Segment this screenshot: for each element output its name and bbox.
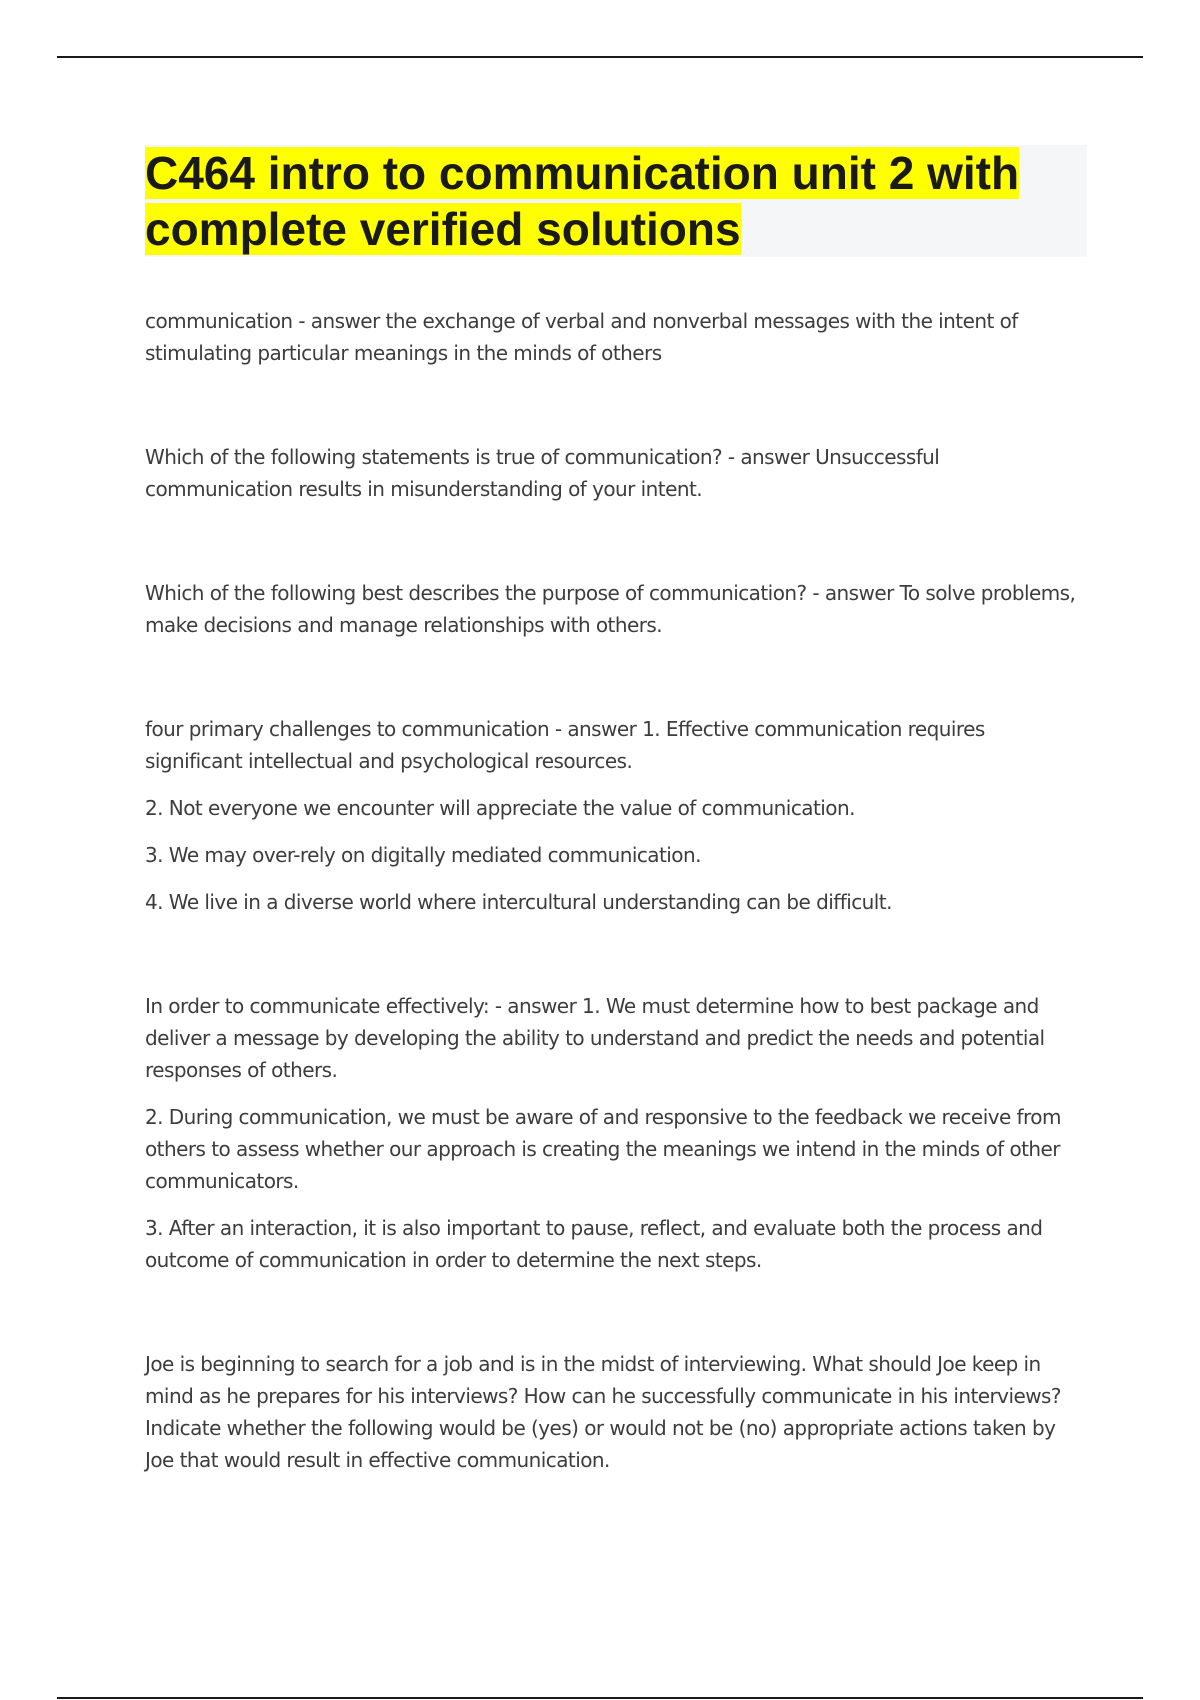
qa-paragraph: In order to communicate effectively: - answer 1. We must determine how to best package and deliver a message by developing the ability to understand and predict the needs and potential responses of others. xyxy=(145,994,1045,1082)
qa-paragraph: communication - answer the exchange of verbal and nonverbal messages with the intent of stimulating particular meanings in the minds of others xyxy=(145,309,1018,365)
qa-paragraph: 3. We may over-rely on digitally mediated communication. xyxy=(145,843,701,867)
qa-paragraph: Which of the following statements is true of communication? - answer Unsuccessful communication results in misunderstanding of your intent. xyxy=(145,445,940,501)
qa-item-joe-interview xyxy=(145,1348,1087,1476)
document-body xyxy=(145,145,1087,1548)
document-title xyxy=(145,145,1087,257)
qa-paragraph: 4. We live in a diverse world where intercultural understanding can be difficult. xyxy=(145,890,892,914)
qa-paragraph: 2. Not everyone we encounter will appreciate the value of communication. xyxy=(145,796,855,820)
qa-paragraph: 2. During communication, we must be aware of and responsive to the feedback we receive from others to assess whether our approach is creating the meanings we intend in the minds of other communicators. xyxy=(145,1105,1061,1193)
title-block xyxy=(145,145,1087,257)
bottom-rule xyxy=(57,1697,1143,1699)
qa-paragraph: Which of the following best describes the purpose of communication? - answer To solve problems, make decisions and manage relationships with others. xyxy=(145,581,1076,637)
qa-paragraph: Joe is beginning to search for a job and is in the midst of interviewing. What should Joe keep in mind as he prepares for his interviews? How can he successfully communicate in his interviews? Indicate whether the following would be (yes) or would not be (no) appropriate actions taken by Joe that would result in effective communication. xyxy=(145,1352,1061,1472)
title-highlight: C464 intro to communication unit 2 with complete verified solutions xyxy=(145,147,1020,255)
qa-item-challenges xyxy=(145,713,1087,918)
qa-paragraph: 3. After an interaction, it is also important to pause, reflect, and evaluate both the process and outcome of communication in order to determine the next steps. xyxy=(145,1216,1043,1272)
qa-item-communicate-effectively xyxy=(145,990,1087,1276)
qa-item-purpose xyxy=(145,577,1087,641)
qa-paragraph: four primary challenges to communication - answer 1. Effective communication requires significant intellectual and psychological resources. xyxy=(145,717,985,773)
qa-item-definition xyxy=(145,305,1087,369)
qa-item-true-statement xyxy=(145,441,1087,505)
top-rule xyxy=(57,56,1143,58)
